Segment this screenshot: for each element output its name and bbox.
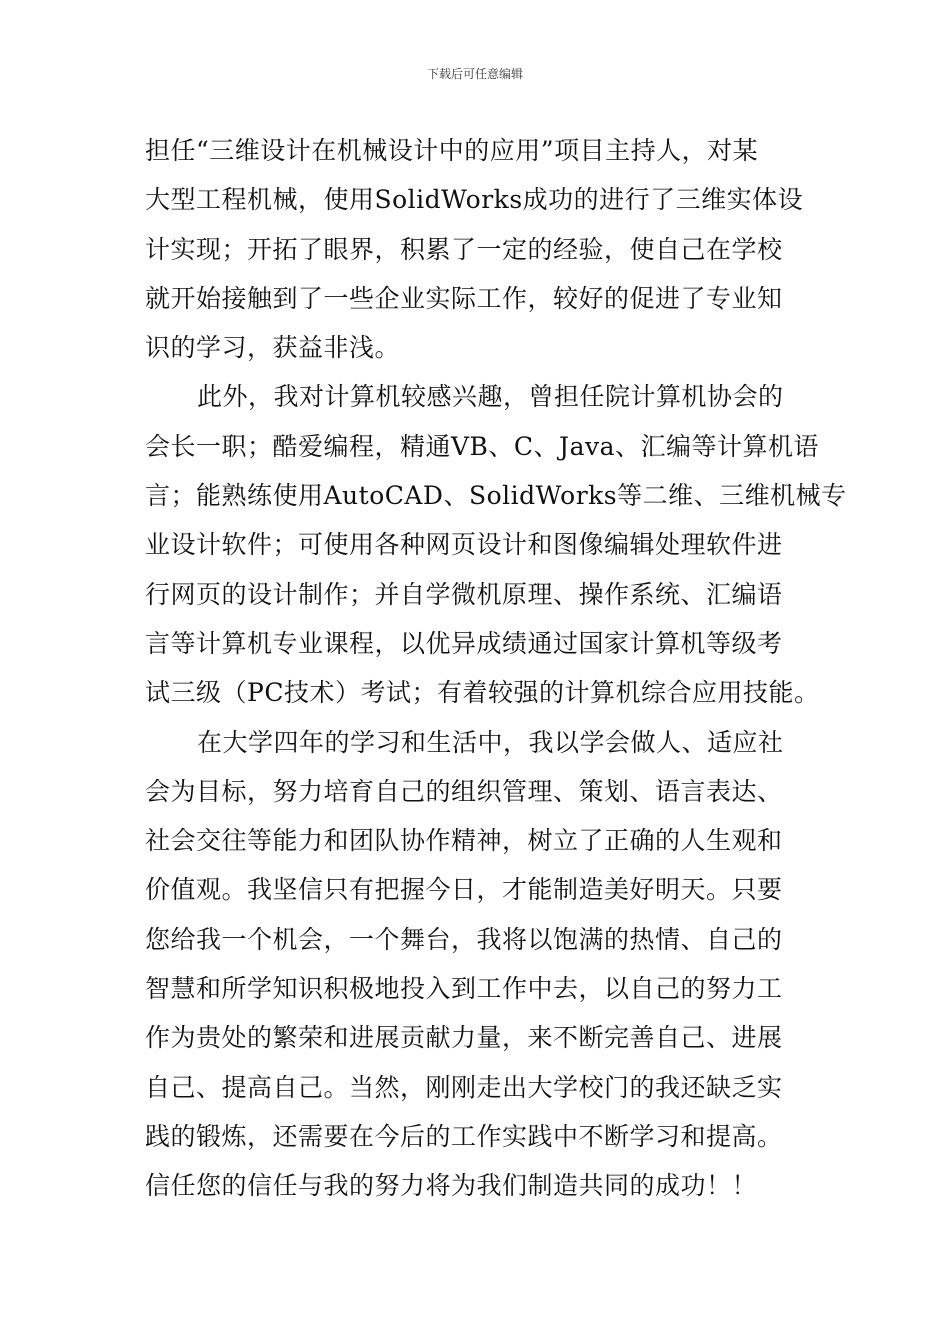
document-body [145,126,847,1211]
text-line: 信任您的信任与我的努力将为我们制造共同的成功！！ [145,1171,758,1201]
text-line: 言等计算机专业课程，以优异成绩通过国家计算机等级考 [145,628,783,658]
text-line: 自己、提高自己。当然，刚刚走出大学校门的我还缺乏实 [145,1072,783,1102]
paragraph-start-line: 此外，我对计算机较感兴趣，曾担任院计算机协会的 [197,382,784,412]
text-line: 践的锻炼，还需要在今后的工作实践中不断学习和提高。 [145,1121,783,1151]
text-line: 计实现；开拓了眼界，积累了一定的经验，使自己在学校 [145,234,783,264]
text-line: 担任“三维设计在机械设计中的应用”项目主持人，对某 [145,136,759,165]
text-line: 会长一职；酷爱编程，精通VB、C、Java、汇编等计算机语 [145,431,820,461]
text-line: 识的学习，获益非浅。 [145,333,401,363]
text-line: 行网页的设计制作；并自学微机原理、操作系统、汇编语 [145,579,783,609]
page-header: 下载后可任意编辑 [426,67,523,81]
text-line: 社会交往等能力和团队协作精神，树立了正确的人生观和 [145,826,783,856]
paragraph-start-line: 在大学四年的学习和生活中，我以学会做人、适应社 [197,727,784,757]
text-line: 试三级（PC技术）考试；有着较强的计算机综合应用技能。 [145,678,820,708]
text-line: 会为目标，努力培育自己的组织管理、策划、语言表达、 [145,776,783,806]
text-line: 业设计软件；可使用各种网页设计和图像编辑处理软件进 [145,530,783,560]
text-line: 作为贵处的繁荣和进展贡献力量，来不断完善自己、进展 [145,1023,783,1053]
text-line: 大型工程机械，使用SolidWorks成功的进行了三维实体设 [145,185,804,215]
text-line: 智慧和所学知识积极地投入到工作中去，以自己的努力工 [145,974,783,1004]
text-line: 您给我一个机会，一个舞台，我将以饱满的热情、自己的 [145,924,783,954]
text-line: 价值观。我坚信只有把握今日，才能制造美好明天。只要 [145,875,783,905]
text-line: 言；能熟练使用AutoCAD、SolidWorks等二维、三维机械专 [145,481,847,511]
text-line: 就开始接触到了一些企业实际工作，较好的促进了专业知 [145,283,783,313]
